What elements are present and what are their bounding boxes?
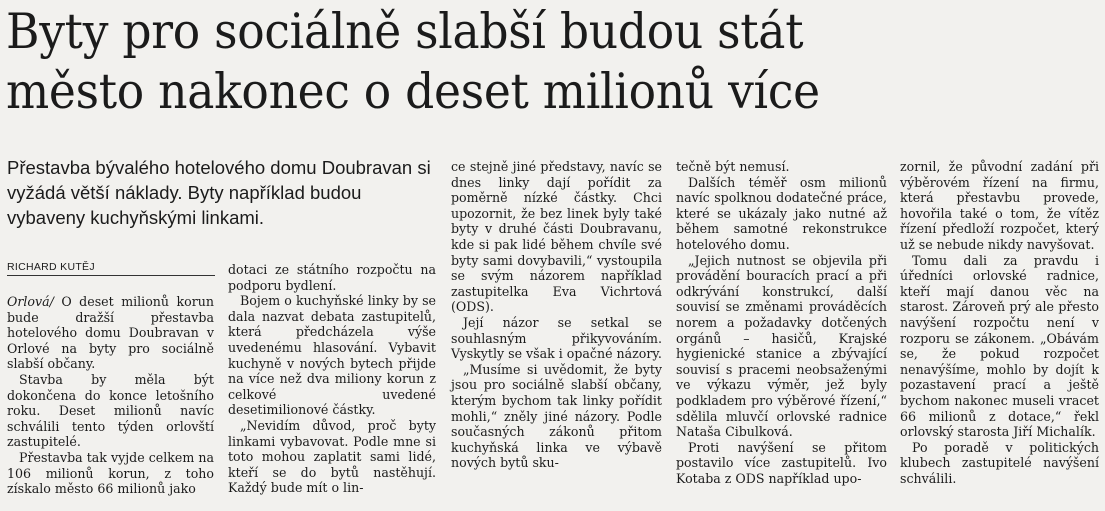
headline — [6, 2, 1024, 122]
paragraph — [7, 294, 214, 372]
paragraph-text: O deset milionů korun bude dražší přestavba hotelového domu Doubravan v Orlové na byty pro sociálně slabší občany. — [7, 294, 214, 372]
headline-line-1: Byty pro sociálně slabší budou stát — [6, 3, 804, 60]
paragraph: Přestavba tak vyjde celkem na 106 milionů korun, z toho získalo město 66 milionů jako — [7, 449, 214, 497]
paragraph: „Nevidím důvod, proč byty linkami vybavovat. Podle mne si toto mohou zaplatit sami lidé, kteří se do bytů nastěhují. Každý bude mít o lin- — [228, 417, 436, 496]
article-column-2 — [228, 262, 436, 496]
paragraph: Její názor se setkal se souhlasným přikyvováním. Vyskytly se však i opačné názory. — [451, 314, 662, 362]
paragraph: Po poradě v politických klubech zastupitelé navýšení schválili. — [900, 439, 1099, 486]
dateline: Orlová/ — [7, 294, 54, 309]
paragraph: Proti navýšení se přitom postavilo více zastupitelů. Ivo Kotaba z ODS například upo- — [676, 439, 887, 486]
paragraph: „Musíme si uvědomit, že byty jsou pro sociálně slabší občany, kterým bychom tak linky pořídit mohli,“ zněly jiné názory. Podle současných zákonů přitom kuchyňská linka ve výbavě nových bytů sku- — [451, 361, 662, 471]
paragraph: Dalších téměř osm milionů navíc spolknou dodatečné práce, které se ukázaly jako nutné až během samotné rekonstrukce hotelového domu. — [676, 174, 887, 252]
article-column-3 — [451, 159, 662, 471]
article-column-5 — [900, 159, 1099, 486]
article-column-1 — [7, 294, 214, 497]
paragraph: „Jejich nutnost se objevila při provádění bouracích prací a při odkrývání konstrukcí, další souvisí se změnami prováděcích norem a požadavky dotčených orgánů – hasičů, Krajské hygienické stanice a zbývající souvisí s pracemi neobsaženými ve výkazu výměr, jež byly podkladem pro výběrové řízení,“ sdělila mluvčí orlovské radnice Nataša Cibulková. — [676, 252, 887, 440]
lead-paragraph: Přestavba bývalého hotelového domu Doubravan si vyžádá větší náklady. Byty například budou vybaveny kuchyňskými linkami. — [7, 157, 431, 228]
paragraph: tečně být nemusí. — [676, 159, 790, 174]
paragraph: dotaci ze státního rozpočtu na podporu bydlení. — [228, 262, 436, 293]
author-byline: RICHARD KUTĚJ — [7, 261, 215, 276]
paragraph: Stavba by měla být dokončena do konce letošního roku. Deset milionů navíc schválili tento týden orlovští zastupitelé. — [7, 371, 214, 450]
paragraph: Bojem o kuchyňské linky by se dala nazvat debata zastupitelů, která předcházela výše uvedenému hlasování. Vybavit kuchyně v nových bytech přijde na více než dva miliony korun z celkové uvedené desetimilionové částky. — [228, 293, 436, 418]
paragraph: Tomu dali za pravdu i úředníci orlovské radnice, kteří mají danou věc na starost. Zároveň prý ale přesto navýšení rozpočtu není v rozporu se zákonem. „Obávám se, že pokud rozpočet nenavýšíme, mohlo by dojít k pozastavení prací a ještě bychom nakonec museli vracet 66 milionů z dotace,“ řekl orlovský starosta Jiří Michalík. — [900, 252, 1099, 440]
paragraph: ce stejně jiné představy, navíc se dnes linky dají pořídit za poměrně nízké částky. Chci upozornit, že bez linek byly také byty v druhé části Doubravanu, kde si pak lidé během chvíle své byty sami dovybavili,“ vystoupila se svým názorem například zastupitelka Eva Vichrtová (ODS). — [451, 159, 662, 315]
headline-line-2: město nakonec o deset milionů více — [6, 63, 820, 120]
article-column-4 — [676, 159, 887, 486]
paragraph: zornil, že původní zadání při výběrovém řízení na firmu, která přestavbu provede, hovořila také o tom, že vítěz řízení předloží rozpočet, který už se nebude nikdy navyšovat. — [900, 159, 1099, 252]
